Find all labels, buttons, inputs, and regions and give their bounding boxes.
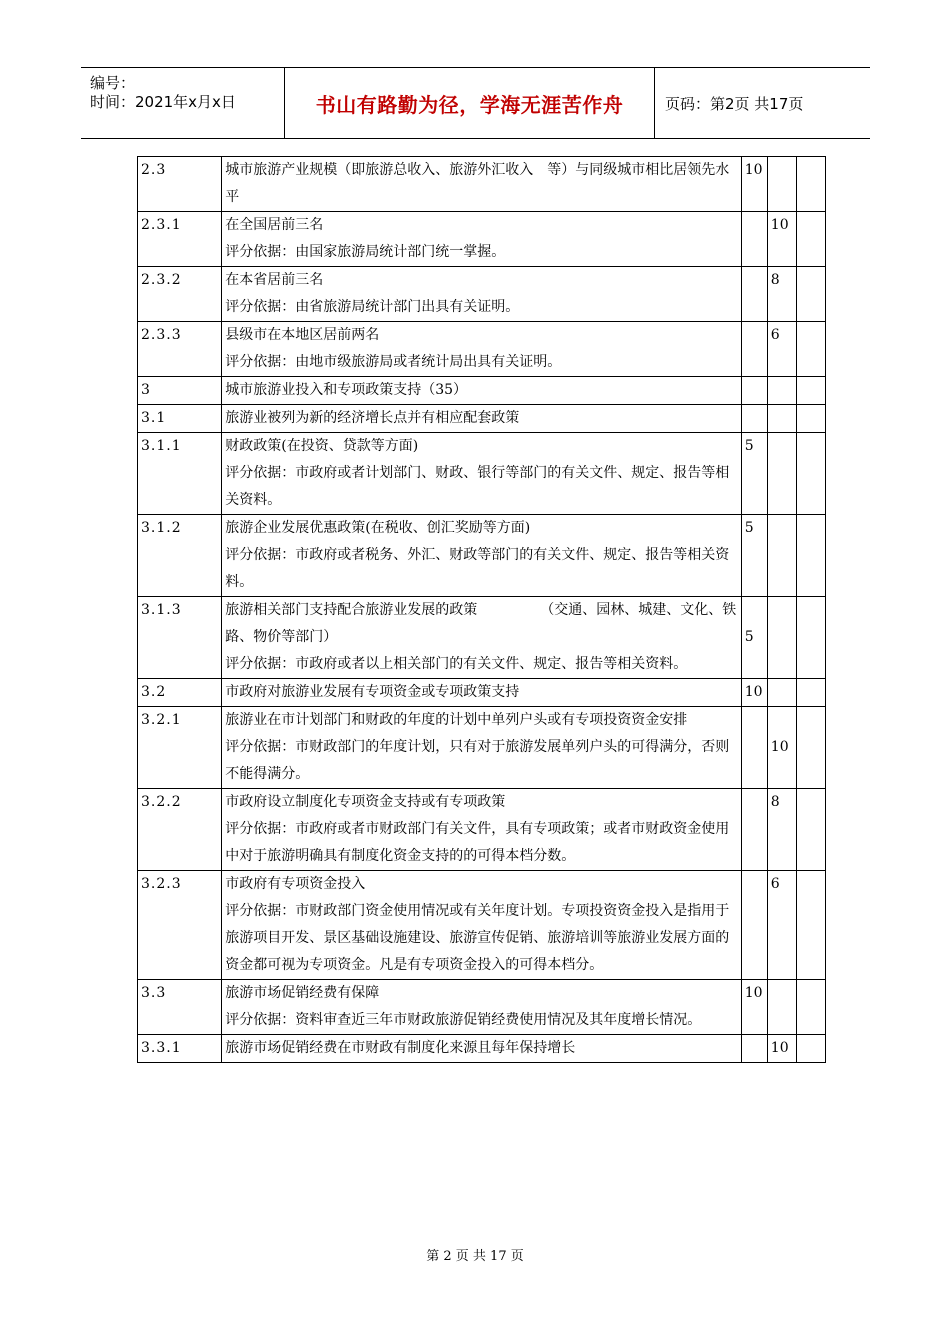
score-column-3	[796, 707, 825, 789]
item-description	[222, 377, 742, 405]
item-code: 3.2.1	[138, 707, 222, 789]
score-column-2: 10	[767, 707, 796, 789]
item-description	[222, 212, 742, 267]
item-title: 旅游相关部门支持配合旅游业发展的政策 （交通、园林、城建、文化、铁路、物价等部门）	[225, 602, 737, 645]
score-column-1: 5	[741, 515, 767, 597]
scoring-table-body	[138, 157, 826, 1063]
item-description	[222, 707, 742, 789]
item-title: 市政府设立制度化专项资金支持或有专项政策	[225, 794, 506, 810]
item-description	[222, 515, 742, 597]
item-criteria: 评分依据：市政府或者以上相关部门的有关文件、规定、报告等相关资料。	[225, 656, 688, 672]
item-code: 3.2	[138, 679, 222, 707]
score-column-2	[767, 597, 796, 679]
item-description	[222, 322, 742, 377]
item-criteria: 评分依据：市财政部门的年度计划，只有对于旅游发展单列户头的可得满分，否则不能得满分。	[225, 739, 730, 782]
score-column-3	[796, 377, 825, 405]
score-column-1	[741, 405, 767, 433]
item-description	[222, 433, 742, 515]
table-row	[138, 679, 826, 707]
score-column-3	[796, 871, 825, 980]
table-row	[138, 707, 826, 789]
table-row	[138, 597, 826, 679]
item-title: 旅游业在市计划部门和财政的年度的计划中单列户头或有专项投资资金安排	[225, 712, 688, 728]
table-row	[138, 212, 826, 267]
score-column-1	[741, 322, 767, 377]
item-code: 2.3.2	[138, 267, 222, 322]
score-column-2: 8	[767, 267, 796, 322]
table-row	[138, 377, 826, 405]
item-criteria: 评分依据：由地市级旅游局或者统计局出具有关证明。	[225, 354, 562, 370]
item-description	[222, 597, 742, 679]
score-column-2: 8	[767, 789, 796, 871]
header-page-info	[655, 68, 870, 138]
item-description	[222, 871, 742, 980]
item-code: 3	[138, 377, 222, 405]
item-code: 3.1.1	[138, 433, 222, 515]
table-row	[138, 515, 826, 597]
item-description	[222, 405, 742, 433]
table-row	[138, 433, 826, 515]
table-row	[138, 322, 826, 377]
table-row	[138, 267, 826, 322]
item-title: 旅游市场促销经费有保障	[225, 985, 380, 1001]
item-title: 市政府有专项资金投入	[225, 876, 366, 892]
item-code: 2.3.3	[138, 322, 222, 377]
table-row	[138, 405, 826, 433]
score-column-1: 5	[741, 597, 767, 679]
item-title: 旅游业被列为新的经济增长点并有相应配套政策	[225, 410, 520, 426]
score-column-3	[796, 789, 825, 871]
number-label: 编号：	[90, 74, 136, 92]
score-column-2: 10	[767, 1035, 796, 1063]
score-column-3	[796, 267, 825, 322]
score-column-3	[796, 597, 825, 679]
scoring-table	[137, 156, 826, 1063]
table-row	[138, 980, 826, 1035]
score-column-2: 6	[767, 871, 796, 980]
item-code: 2.3.1	[138, 212, 222, 267]
item-criteria: 评分依据：市政府或者市财政部门有关文件，具有专项政策；或者市财政资金使用中对于旅游明确具有制度化资金支持的的可得本档分数。	[225, 821, 730, 864]
score-column-1: 10	[741, 679, 767, 707]
score-column-2	[767, 405, 796, 433]
item-code: 3.2.2	[138, 789, 222, 871]
score-column-3	[796, 1035, 825, 1063]
item-description	[222, 679, 742, 707]
item-title: 城市旅游业投入和专项政策支持（35）	[225, 382, 468, 398]
item-title: 在本省居前三名	[225, 272, 324, 288]
score-column-1	[741, 212, 767, 267]
score-column-2: 10	[767, 212, 796, 267]
page-info-text: 页码：第2页 共17页	[665, 94, 804, 113]
score-column-1: 5	[741, 433, 767, 515]
score-column-3	[796, 157, 825, 212]
item-title: 市政府对旅游业发展有专项资金或专项政策支持	[225, 684, 520, 700]
item-description	[222, 789, 742, 871]
item-title: 在全国居前三名	[225, 217, 324, 233]
item-code: 3.1.2	[138, 515, 222, 597]
score-column-1	[741, 267, 767, 322]
score-column-1	[741, 707, 767, 789]
item-description	[222, 980, 742, 1035]
score-column-2	[767, 515, 796, 597]
item-title: 旅游市场促销经费在市财政有制度化来源且每年保持增长	[225, 1040, 576, 1056]
score-column-3	[796, 980, 825, 1035]
score-column-1: 10	[741, 157, 767, 212]
score-column-3	[796, 515, 825, 597]
score-column-2	[767, 157, 796, 212]
score-column-1: 10	[741, 980, 767, 1035]
item-code: 3.3	[138, 980, 222, 1035]
score-column-3	[796, 405, 825, 433]
item-criteria: 评分依据：由国家旅游局统计部门统一掌握。	[225, 244, 506, 260]
item-title: 财政政策(在投资、贷款等方面)	[225, 438, 419, 454]
page-header	[81, 67, 870, 139]
score-column-2	[767, 433, 796, 515]
item-code: 3.1.3	[138, 597, 222, 679]
item-code: 3.1	[138, 405, 222, 433]
score-column-2	[767, 679, 796, 707]
item-description	[222, 267, 742, 322]
item-criteria: 评分依据：资料审查近三年市财政旅游促销经费使用情况及其年度增长情况。	[225, 1012, 702, 1028]
item-criteria: 评分依据：由省旅游局统计部门出具有关证明。	[225, 299, 520, 315]
table-row	[138, 871, 826, 980]
item-criteria: 评分依据：市政府或者计划部门、财政、银行等部门的有关文件、规定、报告等相关资料。	[225, 465, 730, 508]
score-column-2: 6	[767, 322, 796, 377]
item-criteria: 评分依据：市财政部门资金使用情况或有关年度计划。专项投资资金投入是指用于旅游项目开发、景区基础设施建设、旅游宣传促销、旅游培训等旅游业发展方面的资金都可视为专项资金。凡是有专项资金投入的可得本档分。	[225, 903, 730, 973]
score-column-3	[796, 433, 825, 515]
item-code: 3.3.1	[138, 1035, 222, 1063]
table-row	[138, 789, 826, 871]
item-title: 城市旅游产业规模（即旅游总收入、旅游外汇收入 等）与同级城市相比居领先水平	[225, 162, 730, 205]
item-title: 旅游企业发展优惠政策(在税收、创汇奖励等方面)	[225, 520, 531, 536]
score-column-3	[796, 322, 825, 377]
page-footer: 第 2 页 共 17 页	[426, 1249, 524, 1264]
score-column-1	[741, 377, 767, 405]
table-row	[138, 157, 826, 212]
score-column-1	[741, 1035, 767, 1063]
item-code: 2.3	[138, 157, 222, 212]
header-meta	[81, 68, 285, 138]
item-criteria: 评分依据：市政府或者税务、外汇、财政等部门的有关文件、规定、报告等相关资料。	[225, 547, 730, 590]
item-description	[222, 1035, 742, 1063]
score-column-2	[767, 980, 796, 1035]
date-label: 时间：2021年x月x日	[90, 93, 236, 111]
motto-text: 书山有路勤为径，学海无涯苦作舟	[315, 92, 624, 117]
item-description	[222, 157, 742, 212]
score-column-1	[741, 789, 767, 871]
score-column-2	[767, 377, 796, 405]
score-column-1	[741, 871, 767, 980]
table-row	[138, 1035, 826, 1063]
score-column-3	[796, 212, 825, 267]
header-motto	[285, 68, 655, 138]
score-column-3	[796, 679, 825, 707]
item-title: 县级市在本地区居前两名	[225, 327, 380, 343]
item-code: 3.2.3	[138, 871, 222, 980]
